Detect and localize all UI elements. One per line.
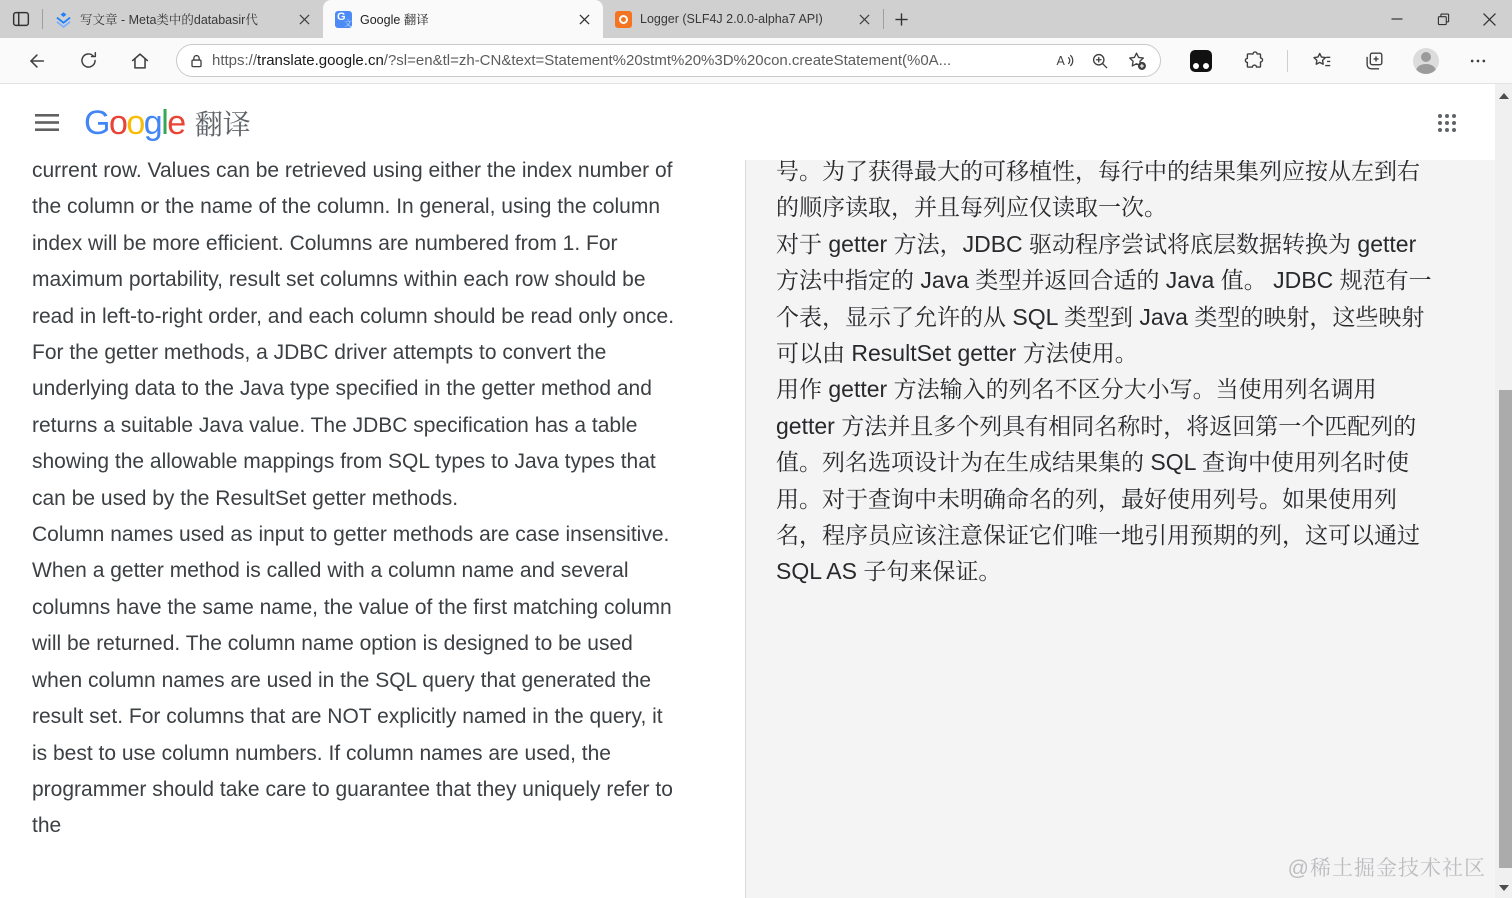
source-text-panel[interactable] xyxy=(0,160,746,898)
zoom-icon xyxy=(1090,51,1110,71)
tab-bar xyxy=(0,0,1512,38)
scroll-up-button[interactable] xyxy=(1495,88,1512,104)
source-paragraph: Column names used as input to getter methods are case insensitive. When a getter method is called with a column name and several columns have the same name, the value of the first matching column will be returned. The column name option is designed to be used when column names are used in the SQL query that generated the result set. For columns that are NOT explicitly named in the query, it is best to use column numbers. If column names are used, the programmer should take care to guarantee that they uniquely refer to the xyxy=(32,523,673,838)
back-icon xyxy=(25,50,47,72)
translated-text-panel xyxy=(746,160,1512,898)
lock-icon[interactable] xyxy=(189,53,204,69)
scroll-down-icon xyxy=(1499,885,1509,891)
add-favorite-button[interactable] xyxy=(1122,47,1150,75)
tab-close-button[interactable] xyxy=(575,10,593,28)
favorite-star-icon xyxy=(1126,50,1147,71)
translated-paragraph: 号。为了获得最大的可移植性，每行中的结果集列应按从左到右的顺序读取，并且每列应仅读取一次。 xyxy=(776,160,1420,221)
favorites-bar-icon xyxy=(1311,50,1333,72)
avatar xyxy=(1413,48,1439,74)
translated-paragraph: 对于 getter 方法，JDBC 驱动程序尝试将底层数据转换为 getter 方法中指定的 Java 类型并返回合适的 Java 值。 JDBC 规范有一个表，显示了允许的从 SQL 类型到 Java 类型的映射，这些映射可以由 ResultSet getter 方法使用。 xyxy=(776,230,1432,367)
tab-actions-menu-button[interactable] xyxy=(0,0,42,38)
back-button[interactable] xyxy=(18,43,54,79)
translate-logo-suffix: 翻译 xyxy=(194,108,251,140)
home-icon xyxy=(129,50,151,72)
navigation-bar xyxy=(0,38,1512,84)
translate-body xyxy=(0,160,1512,898)
tab-logger-api[interactable] xyxy=(603,0,883,38)
url-text[interactable] xyxy=(212,52,1042,69)
page-scrollbar[interactable] xyxy=(1495,84,1512,898)
minimize-button[interactable] xyxy=(1374,0,1420,38)
apps-grid-icon xyxy=(1437,113,1457,133)
url-scheme: https:// xyxy=(212,52,258,69)
scroll-down-button[interactable] xyxy=(1495,880,1512,896)
javadoc-icon xyxy=(615,11,632,28)
read-aloud-icon xyxy=(1054,51,1074,71)
profile-button[interactable] xyxy=(1408,43,1444,79)
tab-title: Google 翻译 xyxy=(360,13,429,27)
minimize-icon xyxy=(1391,13,1403,25)
ellipsis-icon xyxy=(1468,51,1488,71)
refresh-icon xyxy=(78,50,99,71)
tab-title: Logger (SLF4J 2.0.0-alpha7 API) xyxy=(640,12,823,26)
svg-text:A: A xyxy=(1056,53,1065,68)
toolbar-right xyxy=(1177,43,1502,79)
tab-close-button[interactable] xyxy=(855,10,873,28)
tab-close-button[interactable] xyxy=(295,10,313,28)
read-aloud-button[interactable] xyxy=(1050,47,1078,75)
hamburger-icon xyxy=(35,114,59,132)
scroll-up-icon xyxy=(1499,93,1509,99)
close-icon xyxy=(1483,13,1496,26)
main-menu-button[interactable] xyxy=(23,99,71,147)
tab-google-translate[interactable] xyxy=(323,0,603,38)
scrollbar-thumb[interactable] xyxy=(1499,390,1512,868)
extensions-button[interactable] xyxy=(1235,43,1271,79)
url-path: /?sl=en&tl=zh-CN&text=Statement%20stmt%20%3D%20con.createStatement(%0A... xyxy=(383,52,952,69)
google-logo-text: Google xyxy=(84,103,185,142)
home-button[interactable] xyxy=(122,43,158,79)
source-paragraph: current row. Values can be retrieved using either the index number of the column or the name of the column. In general, using the column index will be more efficient. Columns are numbered from 1. For maximum portability, result set columns within each row should be read in left-to-right order, and each column should be read only once. xyxy=(32,160,675,328)
new-tab-icon xyxy=(894,12,909,27)
google-translate-icon: G 文 xyxy=(337,10,352,28)
zoom-button[interactable] xyxy=(1086,47,1114,75)
collections-icon xyxy=(1363,50,1385,72)
address-bar[interactable] xyxy=(176,44,1161,77)
extension-dark-icon xyxy=(1190,50,1212,72)
juejin-icon xyxy=(55,11,72,28)
restore-button[interactable] xyxy=(1420,0,1466,38)
google-translate-logo[interactable] xyxy=(84,103,251,143)
google-apps-button[interactable] xyxy=(1423,99,1471,147)
toolbar-divider xyxy=(1287,50,1288,72)
watermark: @稀土掘金技术社区 xyxy=(1287,857,1486,880)
new-tab-button[interactable] xyxy=(884,0,918,38)
close-window-button[interactable] xyxy=(1466,0,1512,38)
window-controls xyxy=(1374,0,1512,38)
restore-icon xyxy=(1437,13,1450,26)
source-paragraph: For the getter methods, a JDBC driver attempts to convert the underlying data to the Java type specified in the getter method and returns a suitable Java value. The JDBC specification has a table showing the allowable mappings from SQL types to Java types that can be used by the ResultSet getter methods. xyxy=(32,341,656,510)
tab-juejin-editor[interactable] xyxy=(43,0,323,38)
extensions-puzzle-icon xyxy=(1243,50,1264,71)
tab-title: 写文章 - Meta类中的databasir代 xyxy=(80,13,258,27)
source-text xyxy=(32,160,679,845)
extension-dark-button[interactable] xyxy=(1183,43,1219,79)
translate-header xyxy=(0,85,1512,160)
translated-text xyxy=(776,160,1432,590)
collections-button[interactable] xyxy=(1356,43,1392,79)
refresh-button[interactable] xyxy=(70,43,106,79)
url-domain: translate.google.cn xyxy=(257,52,384,69)
settings-menu-button[interactable] xyxy=(1460,43,1496,79)
translated-paragraph: 用作 getter 方法输入的列名不区分大小写。当使用列名调用 getter 方法并且多个列具有相同名称时，将返回第一个匹配列的值。列名选项设计为在生成结果集的 SQL 查询中使用列名时使用。对于查询中未明确命名的列，最好使用列号。如果使用列名，程序员应该注意保证它们唯一地引用预期的列，这可以通过 SQL AS 子句来保证。 xyxy=(776,376,1420,585)
tab-actions-menu-icon xyxy=(10,8,32,30)
favorites-bar-button[interactable] xyxy=(1304,43,1340,79)
